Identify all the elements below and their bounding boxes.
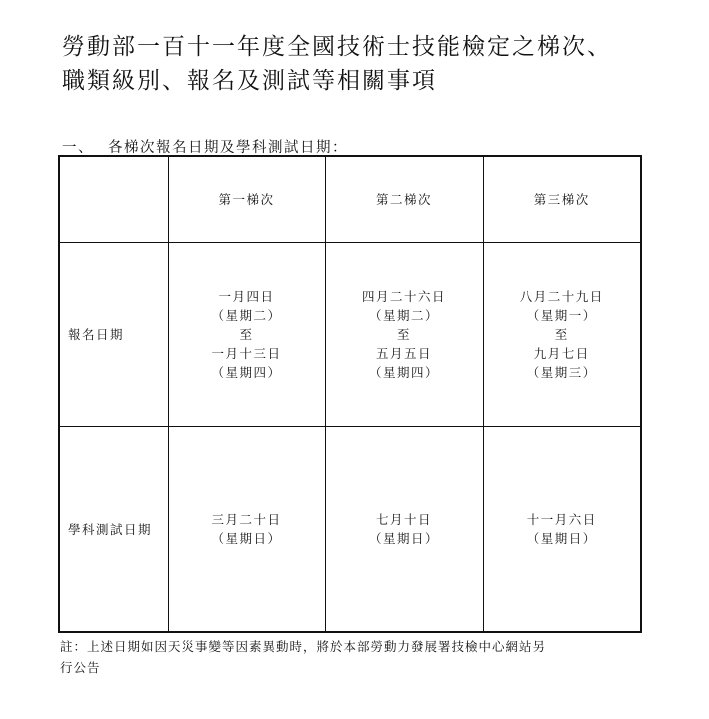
weekday-text: （星期二） <box>211 307 282 323</box>
range-separator: 至 <box>396 326 411 342</box>
registration-batch-2 <box>325 242 483 426</box>
weekday-text: （星期二） <box>368 307 439 323</box>
registration-batch-1 <box>168 242 325 426</box>
section-heading-text: 各梯次報名日期及學科測試日期： <box>108 140 348 156</box>
weekday-text: （星期日） <box>526 530 597 546</box>
written-test-batch-3 <box>483 426 641 632</box>
footnote <box>60 636 650 678</box>
written-test-date-row <box>59 426 641 632</box>
written-test-batch-2 <box>325 426 483 632</box>
registration-batch-3 <box>483 242 641 426</box>
weekday-text: （星期三） <box>526 364 597 380</box>
date-text: 一月十三日 <box>211 345 282 361</box>
title-line-1: 勞動部一百十一年度全國技術士技能檢定之梯次、 <box>62 34 612 60</box>
date-text: 十一月六日 <box>526 511 597 527</box>
weekday-text: （星期四） <box>211 364 282 380</box>
date-text: 四月二十六日 <box>361 288 446 304</box>
written-test-batch-1 <box>168 426 325 632</box>
date-text: 八月二十九日 <box>519 288 604 304</box>
date-text: 五月五日 <box>375 345 432 361</box>
date-text: 一月四日 <box>218 288 275 304</box>
header-batch-2: 第二梯次 <box>325 156 483 242</box>
date-text: 九月七日 <box>533 345 590 361</box>
footnote-line-2: 行公告 <box>60 660 101 675</box>
header-batch-3: 第三梯次 <box>483 156 641 242</box>
weekday-text: （星期日） <box>368 530 439 546</box>
table-corner-cell <box>59 156 168 242</box>
range-separator: 至 <box>554 326 569 342</box>
row-label-registration: 報名日期 <box>59 242 168 426</box>
weekday-text: （星期四） <box>368 364 439 380</box>
date-text: 七月十日 <box>375 511 432 527</box>
registration-date-row <box>59 242 641 426</box>
title-line-2: 職類級別、報名及測試等相關事項 <box>62 68 437 94</box>
schedule-table <box>58 155 642 633</box>
section-number: 一、 <box>62 140 94 156</box>
document-title <box>62 30 682 98</box>
section-heading <box>62 136 348 157</box>
weekday-text: （星期日） <box>211 530 282 546</box>
date-text: 三月二十日 <box>211 511 282 527</box>
weekday-text: （星期一） <box>526 307 597 323</box>
footnote-line-1: 註：上述日期如因天災事變等因素異動時，將於本部勞動力發展署技檢中心網站另 <box>60 639 547 654</box>
header-batch-1: 第一梯次 <box>168 156 325 242</box>
row-label-written-test: 學科測試日期 <box>59 426 168 632</box>
range-separator: 至 <box>239 326 254 342</box>
table-header-row <box>59 156 641 242</box>
